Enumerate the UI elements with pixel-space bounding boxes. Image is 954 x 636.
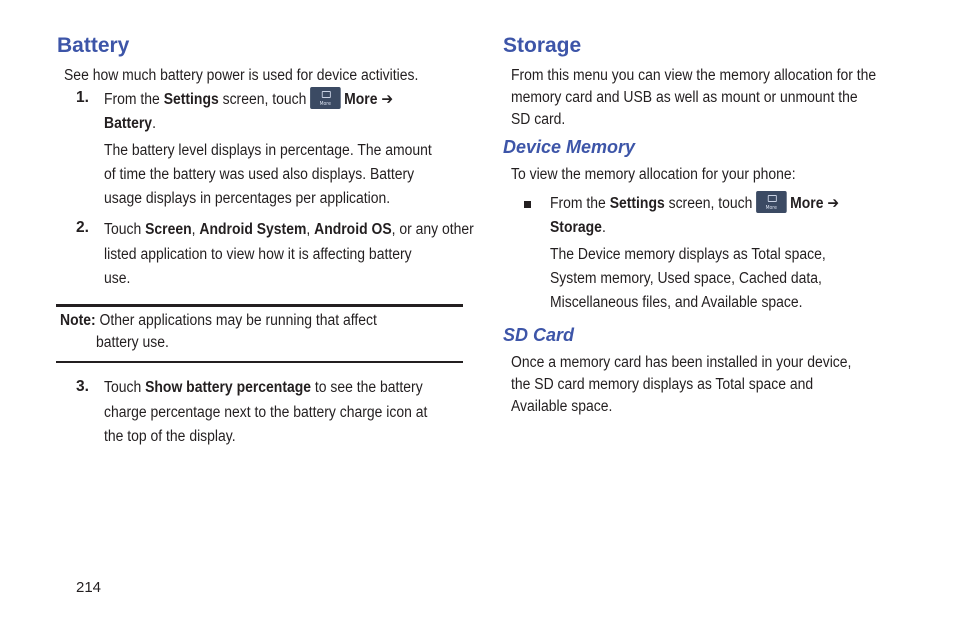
- battery-intro: See how much battery power is used for device activities.: [64, 67, 419, 84]
- step-2-screen: Screen: [145, 221, 192, 238]
- bullet-square-icon: [524, 201, 531, 208]
- step-2-line-2: listed application to view how it is affecting battery: [104, 246, 412, 263]
- more-icon-label: More: [765, 204, 777, 211]
- step-1-desc-line-3: usage displays in percentages per application.: [104, 190, 391, 207]
- step-2-android-system: Android System: [199, 221, 307, 238]
- note-line-1: [60, 309, 377, 333]
- device-memory-desc-line-2: System memory, Used space, Cached data,: [550, 270, 822, 287]
- bullet-mid: screen, touch: [664, 195, 753, 212]
- step-3-line-1: [104, 376, 423, 400]
- sd-card-desc-line-3: Available space.: [511, 398, 613, 415]
- sd-card-heading: SD Card: [503, 325, 575, 345]
- more-icon: [310, 87, 341, 109]
- step-1-desc-line-1: The battery level displays in percentage. The amount: [104, 142, 432, 159]
- bullet-settings: Settings: [609, 195, 665, 212]
- step-3-line-3: the top of the display.: [104, 428, 236, 445]
- more-dots-icon: [322, 91, 331, 98]
- storage-intro-line-3: SD card.: [511, 111, 566, 128]
- bullet-pre: From the: [550, 195, 610, 212]
- step-2-number: 2.: [76, 219, 89, 236]
- device-memory-heading: Device Memory: [503, 137, 636, 157]
- note-top-rule: [56, 304, 463, 307]
- step-2-line-3: use.: [104, 270, 131, 287]
- device-memory-desc-line-1: The Device memory displays as Total space,: [550, 246, 826, 263]
- step-1-settings: Settings: [163, 91, 219, 108]
- step-2-pre: Touch: [104, 221, 146, 238]
- note-text-1: Other applications may be running that affect: [95, 312, 377, 329]
- sd-card-desc-line-2: the SD card memory displays as Total space and: [511, 376, 814, 393]
- step-3-rest: to see the battery: [311, 379, 423, 396]
- arrow-icon: ➔: [827, 195, 840, 212]
- storage-intro-line-2: memory card and USB as well as mount or unmount the: [511, 89, 858, 106]
- sd-card-desc-line-1: Once a memory card has been installed in your device,: [511, 354, 852, 371]
- note-label: Note:: [60, 312, 96, 329]
- step-3-number: 3.: [76, 378, 89, 395]
- bullet-more: More: [790, 195, 824, 212]
- battery-heading: Battery: [57, 34, 130, 57]
- bullet-line-2: [550, 216, 606, 240]
- step-1-end: .: [152, 115, 156, 132]
- step-1-desc-line-2: of time the battery was used also displays. Battery: [104, 166, 415, 183]
- more-icon: [756, 191, 787, 213]
- step-2-rest: , or any other: [391, 221, 474, 238]
- step-3-pre: Touch: [104, 379, 146, 396]
- device-memory-intro: To view the memory allocation for your phone:: [511, 166, 796, 183]
- storage-heading: Storage: [503, 34, 582, 57]
- page-number: 214: [76, 579, 102, 596]
- step-1-pre: From the: [104, 91, 164, 108]
- more-dots-icon: [768, 195, 777, 202]
- device-memory-desc-line-3: Miscellaneous files, and Available space.: [550, 294, 803, 311]
- bullet-storage: Storage: [550, 219, 602, 236]
- step-2-comma-2: ,: [306, 221, 315, 238]
- step-1-mid: screen, touch: [218, 91, 307, 108]
- note-line-2: battery use.: [96, 334, 169, 351]
- step-1-line-1: [104, 88, 393, 112]
- storage-intro-line-1: From this menu you can view the memory allocation for the: [511, 67, 877, 84]
- step-2-comma-1: ,: [191, 221, 200, 238]
- step-1-line-2: [104, 112, 156, 136]
- note-bottom-rule: [56, 361, 463, 363]
- step-2-line-1: [104, 218, 474, 242]
- arrow-icon: ➔: [381, 91, 394, 108]
- step-1-number: 1.: [76, 89, 89, 106]
- step-2-android-os: Android OS: [314, 221, 392, 238]
- more-icon-label: More: [319, 100, 331, 107]
- step-1-battery: Battery: [104, 115, 153, 132]
- step-3-show-battery-percentage: Show battery percentage: [145, 379, 311, 396]
- bullet-line-1: [550, 192, 839, 216]
- step-3-line-2: charge percentage next to the battery charge icon at: [104, 404, 428, 421]
- bullet-end: .: [601, 219, 606, 236]
- step-1-more: More: [344, 91, 378, 108]
